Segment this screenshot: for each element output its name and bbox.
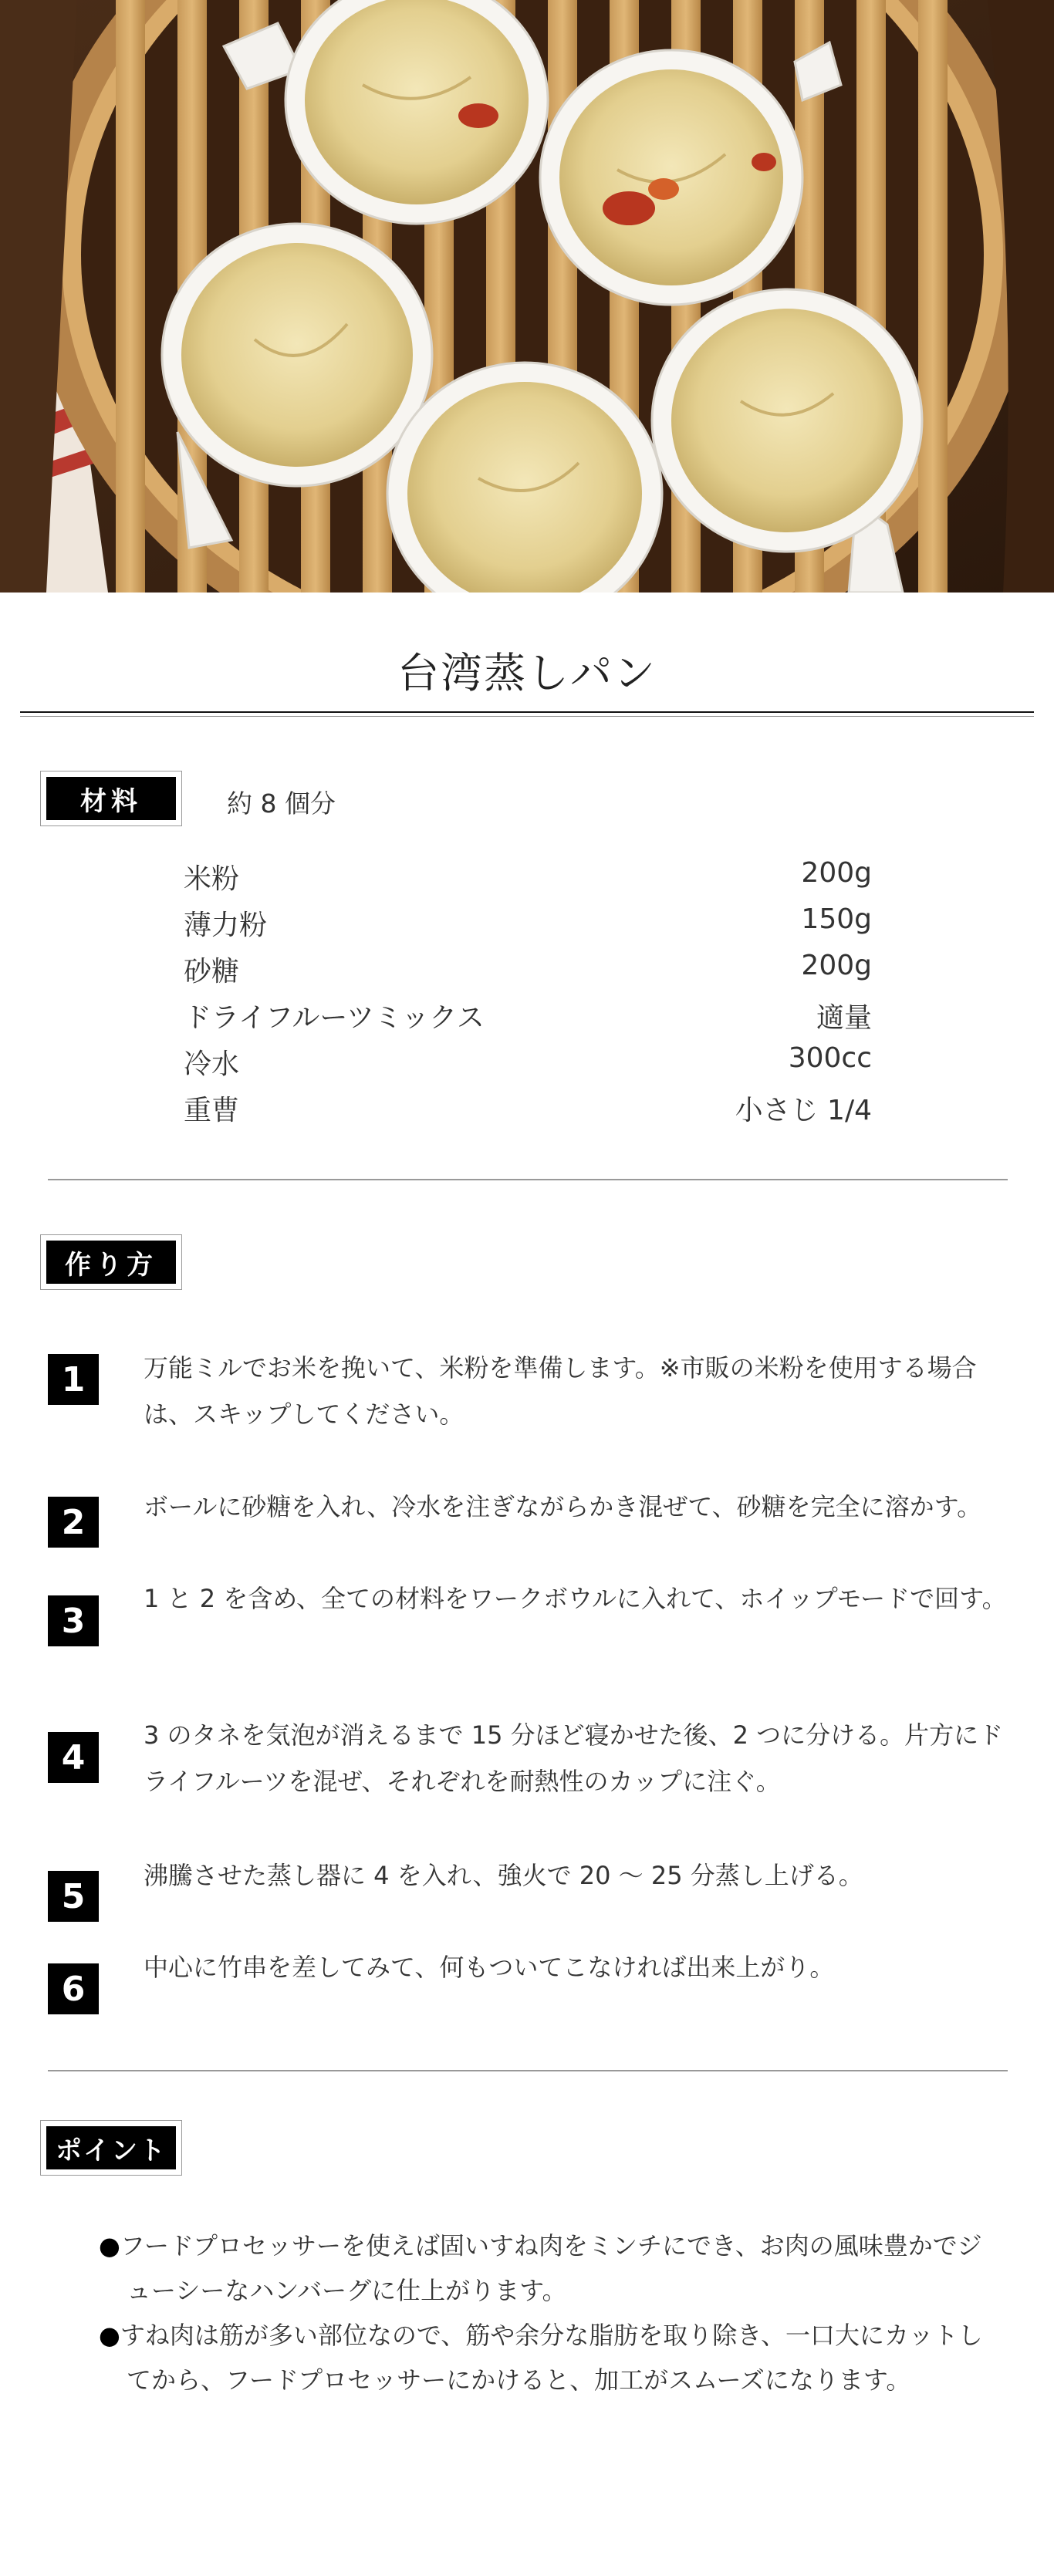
step-text: 沸騰させた蒸し器に 4 を入れ、強火で 20 〜 25 分蒸し上げる。: [144, 1861, 863, 1890]
method-label: [40, 1234, 182, 1290]
page-title: 台湾蒸しパン: [397, 649, 657, 697]
servings-text: 約 8 個分: [227, 788, 336, 819]
bullet-icon: ●: [99, 2321, 120, 2350]
ingredient-qty: 適量: [816, 1002, 872, 1034]
ingredient-name: 重曹: [184, 1095, 240, 1126]
section-divider: [48, 1179, 1008, 1180]
step-number: 5: [48, 1871, 99, 1922]
ingredients-label-text: 材料: [46, 777, 176, 820]
ingredient-name: ドライフルーツミックス: [184, 1002, 485, 1034]
ingredient-qty: 200g: [801, 857, 872, 889]
ingredient-name: 米粉: [184, 863, 240, 895]
ingredient-row: [184, 1042, 872, 1089]
point-item: [99, 2223, 998, 2313]
ingredient-qty: 小さじ 1/4: [735, 1095, 872, 1126]
step-text: 万能ミルでお米を挽いて、米粉を準備します。※市販の米粉を使用する場合は、スキップしてください。: [144, 1353, 977, 1429]
step-text: ボールに砂糖を入れ、冷水を注ぎながらかき混ぜて、砂糖を完全に溶かす。: [144, 1492, 982, 1521]
step-number: 3: [48, 1595, 99, 1646]
point-text: フードプロセッサーを使えば固いすね肉をミンチにでき、お肉の風味豊かでジューシーなハンバーグに仕上がります。: [120, 2231, 982, 2305]
ingredient-row: [184, 950, 872, 996]
ingredient-row: [184, 996, 872, 1042]
hero-photo: [0, 0, 1054, 593]
ingredient-qty: 150g: [801, 903, 872, 935]
ingredient-name: 冷水: [184, 1048, 240, 1080]
method-label-text: 作り方: [46, 1241, 176, 1284]
section-divider: [48, 2070, 1008, 2071]
ingredient-name: 薄力粉: [184, 910, 268, 941]
ingredient-name: 砂糖: [184, 956, 240, 988]
step-number: 6: [48, 1963, 99, 2014]
bullet-icon: ●: [99, 2231, 120, 2260]
step-number: 4: [48, 1732, 99, 1783]
point-text: すね肉は筋が多い部位なので、筋や余分な脂肪を取り除き、一口大にカットしてから、フードプロセッサーにかけると、加工がスムーズになります。: [120, 2321, 983, 2395]
steamed-buns-illustration: [0, 0, 1054, 593]
step-text: 3 のタネを気泡が消えるまで 15 分ほど寝かせた後、2 つに分ける。片方にドライフルーツを混ぜ、それぞれを耐熱性のカップに注ぐ。: [144, 1720, 1004, 1796]
points-label: [40, 2120, 182, 2176]
ingredient-row: [184, 857, 872, 903]
step-number: 1: [48, 1354, 99, 1405]
ingredient-row: [184, 903, 872, 950]
ingredient-row: [184, 1089, 872, 1135]
points-label-text: ポイント: [46, 2126, 176, 2169]
step-number: 2: [48, 1497, 99, 1548]
step-text: 中心に竹串を差してみて、何もついてこなければ出来上がり。: [144, 1953, 835, 1982]
point-item: [99, 2313, 998, 2402]
ingredient-qty: 300cc: [788, 1042, 872, 1074]
ingredients-label: [40, 771, 182, 826]
title-divider: [20, 711, 1034, 717]
ingredient-qty: 200g: [801, 950, 872, 981]
step-text: 1 と 2 を含め、全ての材料をワークボウルに入れて、ホイップモードで回す。: [144, 1584, 1007, 1613]
